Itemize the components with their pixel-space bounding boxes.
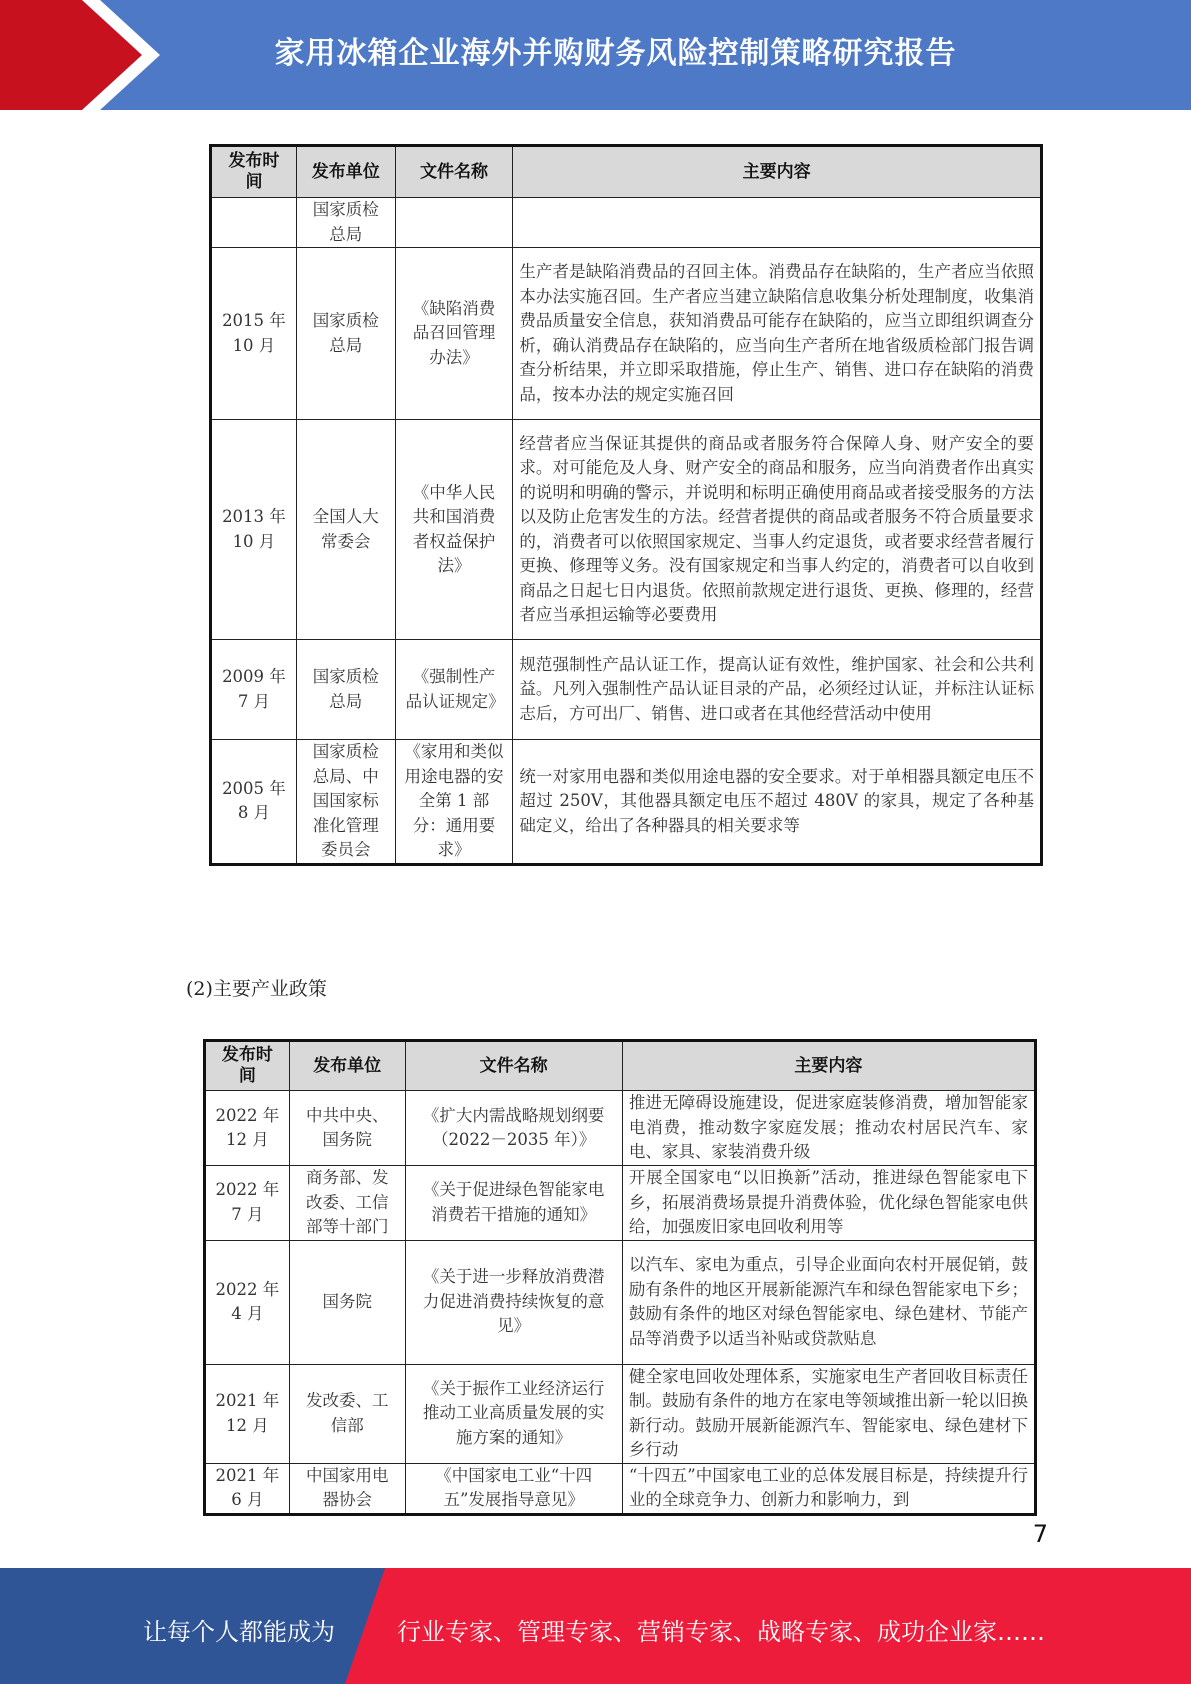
cell-unit: 商务部、发改委、工信部等十部门 — [289, 1166, 405, 1241]
table-row — [211, 420, 1042, 640]
regulations-table — [209, 144, 1043, 866]
cell-doc: 《强制性产品认证规定》 — [395, 640, 513, 740]
report-title: 家用冰箱企业海外并购财务风险控制策略研究报告 — [274, 36, 957, 71]
cell-content: 规范强制性产品认证工作，提高认证有效性，维护国家、社会和公共利益。凡列入强制性产品认证目录的产品，必须经过认证，并标注认证标志后，方可出厂、销售、进口或者在其他经营活动中使用 — [513, 640, 1042, 740]
cell-time: 2022 年 4 月 — [205, 1240, 290, 1364]
cell-doc: 《家用和类似用途电器的安全第 1 部分：通用要求》 — [395, 740, 513, 865]
cell-content: “十四五”中国家电工业的总体发展目标是，持续提升行业的全球竞争力、创新力和影响力，到 — [622, 1463, 1035, 1514]
industry-policy-table — [203, 1039, 1037, 1516]
table-row — [211, 248, 1042, 420]
cell-doc: 《缺陷消费品召回管理办法》 — [395, 248, 513, 420]
cell-doc: 《扩大内需战略规划纲要（2022－2035 年）》 — [405, 1091, 622, 1166]
col-header-unit: 发布单位 — [289, 1041, 405, 1091]
table-row — [211, 198, 1042, 248]
section-heading: (2)主要产业政策 — [186, 978, 327, 1000]
table-row — [211, 640, 1042, 740]
table-header-row — [211, 146, 1042, 198]
cell-time: 2022 年 7 月 — [205, 1166, 290, 1241]
cell-content: 经营者应当保证其提供的商品或者服务符合保障人身、财产安全的要求。对可能危及人身、财产安全的商品和服务，应当向消费者作出真实的说明和明确的警示，并说明和标明正确使用商品或者接受服务的方法以及防止危害发生的方法。经营者提供的商品或者服务不符合质量要求的，消费者可以依照国家规定、当事人约定退货，或者要求经营者履行更换、修理等义务。没有国家规定和当事人约定的，消费者可以自收到商品之日起七日内退货。依照前款规定进行退货、更换、修理的，经营者应当承担运输等必要费用 — [513, 420, 1042, 640]
cell-doc: 《关于振作工业经济运行 推动工业高质量发展的实施方案的通知》 — [405, 1364, 622, 1463]
col-header-time: 发布时间 — [205, 1041, 290, 1091]
cell-content: 统一对家用电器和类似用途电器的安全要求。对于单相器具额定电压不超过 250V，其他器具额定电压不超过 480V 的家具，规定了各种基础定义，给出了各种器具的相关要求等 — [513, 740, 1042, 865]
cell-time: 2013 年 10 月 — [211, 420, 297, 640]
cell-time: 2005 年 8 月 — [211, 740, 297, 865]
cell-doc: 《中华人民共和国消费者权益保护法》 — [395, 420, 513, 640]
cell-unit: 国家质检总局 — [296, 248, 395, 420]
cell-unit: 全国人大常委会 — [296, 420, 395, 640]
col-header-content: 主要内容 — [622, 1041, 1035, 1091]
table-row — [205, 1166, 1036, 1241]
cell-doc: 《关于促进绿色智能家电消费若干措施的通知》 — [405, 1166, 622, 1241]
header-red-arrow — [0, 0, 150, 110]
cell-time: 2021 年 6 月 — [205, 1463, 290, 1514]
cell-content: 生产者是缺陷消费品的召回主体。消费品存在缺陷的，生产者应当依照本办法实施召回。生产者应当建立缺陷信息收集分析处理制度，收集消费品质量安全信息，获知消费品可能存在缺陷的，应当立即组织调查分析，确认消费品存在缺陷的，应当向生产者所在地省级质检部门报告调查分析结果，并立即采取措施，停止生产、销售、进口存在缺陷的消费品，按本办法的规定实施召回 — [513, 248, 1042, 420]
table-header-row — [205, 1041, 1036, 1091]
cell-time: 2009 年 7 月 — [211, 640, 297, 740]
cell-content: 健全家电回收处理体系，实施家电生产者回收目标责任制。鼓励有条件的地方在家电等领域推出新一轮以旧换新行动。鼓励开展新能源汽车、智能家电、绿色建材下乡行动 — [622, 1364, 1035, 1463]
cell-content: 开展全国家电“以旧换新”活动，推进绿色智能家电下乡，拓展消费场景提升消费体验，优化绿色智能家电供给，加强废旧家电回收利用等 — [622, 1166, 1035, 1241]
col-header-doc: 文件名称 — [395, 146, 513, 198]
cell-unit: 发改委、工信部 — [289, 1364, 405, 1463]
footer-slogan-left: 让每个人都能成为 — [143, 1618, 335, 1646]
cell-doc — [395, 198, 513, 248]
page-header — [0, 0, 1191, 110]
table-row — [205, 1364, 1036, 1463]
cell-unit: 中国家用电器协会 — [289, 1463, 405, 1514]
cell-time: 2021 年 12 月 — [205, 1364, 290, 1463]
cell-unit: 国家质检总局、中国国家标准化管理委员会 — [296, 740, 395, 865]
col-header-time: 发布时间 — [211, 146, 297, 198]
footer-slogan-right: 行业专家、管理专家、营销专家、战略专家、成功企业家…… — [397, 1618, 1045, 1646]
table-row — [205, 1091, 1036, 1166]
col-header-doc: 文件名称 — [405, 1041, 622, 1091]
col-header-unit: 发布单位 — [296, 146, 395, 198]
cell-unit: 国家质检总局 — [296, 640, 395, 740]
table-row — [211, 740, 1042, 865]
table-row — [205, 1240, 1036, 1364]
cell-time: 2022 年 12 月 — [205, 1091, 290, 1166]
cell-doc: 《关于进一步释放消费潜力促进消费持续恢复的意见》 — [405, 1240, 622, 1364]
cell-content: 以汽车、家电为重点，引导企业面向农村开展促销，鼓励有条件的地区开展新能源汽车和绿色智能家电下乡；鼓励有条件的地区对绿色智能家电、绿色建材、节能产品等消费予以适当补贴或贷款贴息 — [622, 1240, 1035, 1364]
page-number: 7 — [1032, 1520, 1048, 1548]
cell-time: 2015 年 10 月 — [211, 248, 297, 420]
cell-content — [513, 198, 1042, 248]
col-header-content: 主要内容 — [513, 146, 1042, 198]
cell-time — [211, 198, 297, 248]
cell-content: 推进无障碍设施建设，促进家庭装修消费，增加智能家电消费，推动数字家庭发展；推动农村居民汽车、家电、家具、家装消费升级 — [622, 1091, 1035, 1166]
table-row — [205, 1463, 1036, 1514]
cell-doc: 《中国家电工业“十四五”发展指导意见》 — [405, 1463, 622, 1514]
cell-unit: 国家质检总局 — [296, 198, 395, 248]
page-footer — [0, 1568, 1191, 1684]
cell-unit: 中共中央、国务院 — [289, 1091, 405, 1166]
cell-unit: 国务院 — [289, 1240, 405, 1364]
